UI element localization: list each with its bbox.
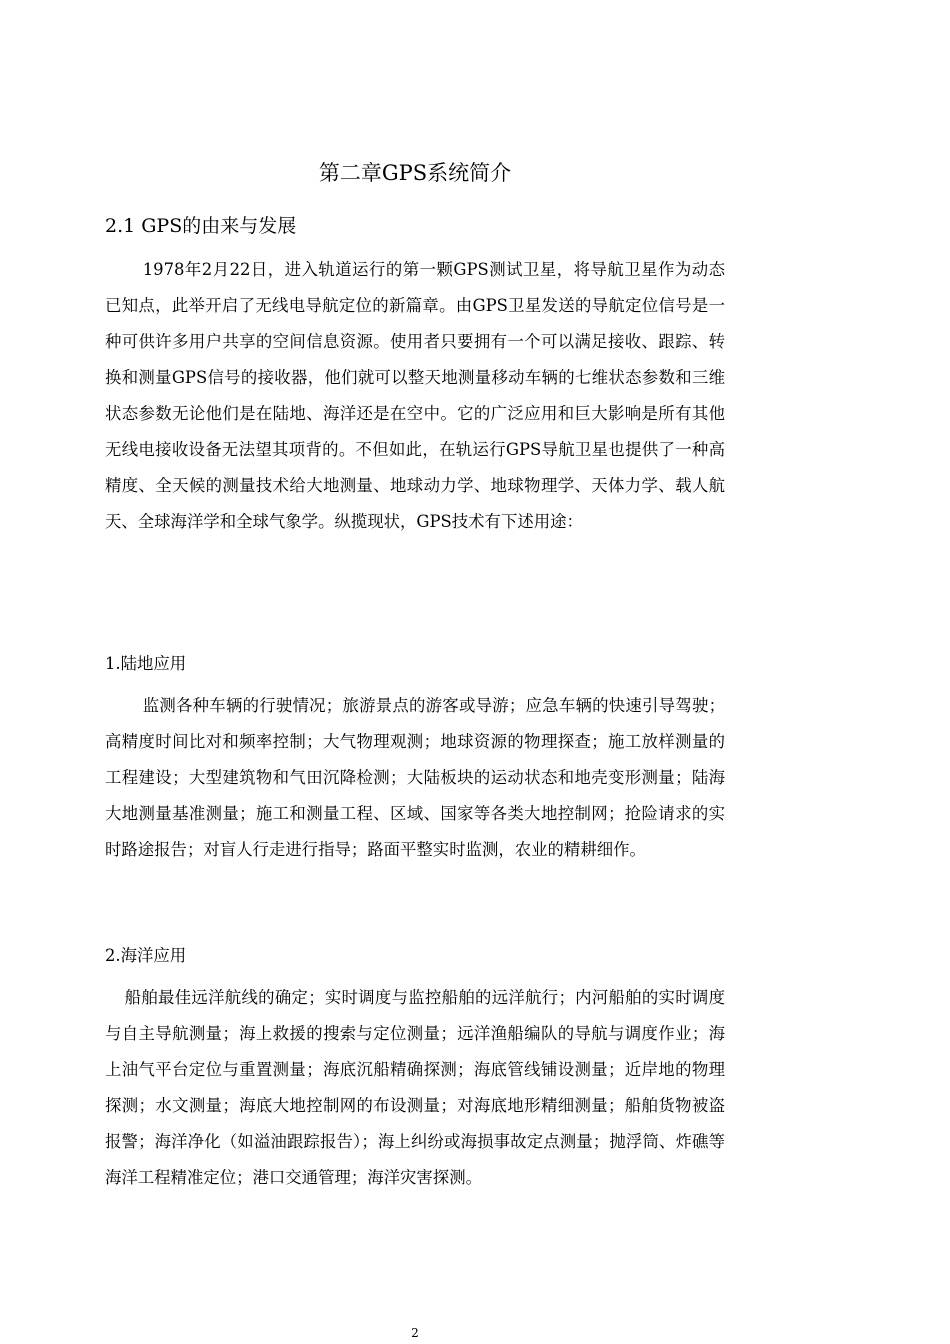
chapter-title: 第二章GPS系统简介 bbox=[318, 161, 512, 185]
ocean-application-heading: 2.海洋应用 bbox=[105, 946, 187, 965]
land-application-heading: 1.陆地应用 bbox=[105, 654, 187, 673]
intro-paragraph: 1978年2月22日，进入轨道运行的第一颗GPS测试卫星，将导航卫星作为动态已知点，此举开启了无线电导航定位的新篇章。由GPS卫星发送的导航定位信号是一种可供许多用户共享的空间信息资源。使用者只要拥有一个可以满足接收、跟踪、转换和测量GPS信号的接收器，他们就可以整天地测量移动车辆的七维状态参数和三维状态参数无论他们是在陆地、海洋还是在空中。它的广泛应用和巨大影响是所有其他无线电接收设备无法望其项背的。不但如此，在轨运行GPS导航卫星也提供了一种高精度、全天候的测量技术给大地测量、地球动力学、地球物理学、天体力学、载人航天、全球海洋学和全球气象学。纵揽现状，GPS技术有下述用途： bbox=[105, 260, 725, 531]
page-number: 2 bbox=[411, 1326, 419, 1340]
section-heading: 2.1 GPS的由来与发展 bbox=[105, 215, 297, 237]
ocean-application-paragraph: 船舶最佳远洋航线的确定；实时调度与监控船舶的远洋航行；内河船舶的实时调度与自主导航测量；海上救援的搜索与定位测量；远洋渔船编队的导航与调度作业；海上油气平台定位与重置测量；海底沉船精确探测；海底管线铺设测量；近岸地的物理探测；水文测量；海底大地控制网的布设测量；对海底地形精细测量；船舶货物被盗报警；海洋净化（如溢油跟踪报告）；海上纠纷或海损事故定点测量；抛浮筒、炸礁等海洋工程精准定位；港口交通管理；海洋灾害探测。 bbox=[105, 988, 725, 1187]
land-application-paragraph: 监测各种车辆的行驶情况；旅游景点的游客或导游；应急车辆的快速引导驾驶；高精度时间比对和频率控制；大气物理观测；地球资源的物理探查；施工放样测量的工程建设；大型建筑物和气田沉降检测；大陆板块的运动状态和地壳变形测量；陆海大地测量基准测量；施工和测量工程、区域、国家等各类大地控制网；抢险请求的实时路途报告；对盲人行走进行指导；路面平整实时监测，农业的精耕细作。 bbox=[105, 696, 725, 859]
